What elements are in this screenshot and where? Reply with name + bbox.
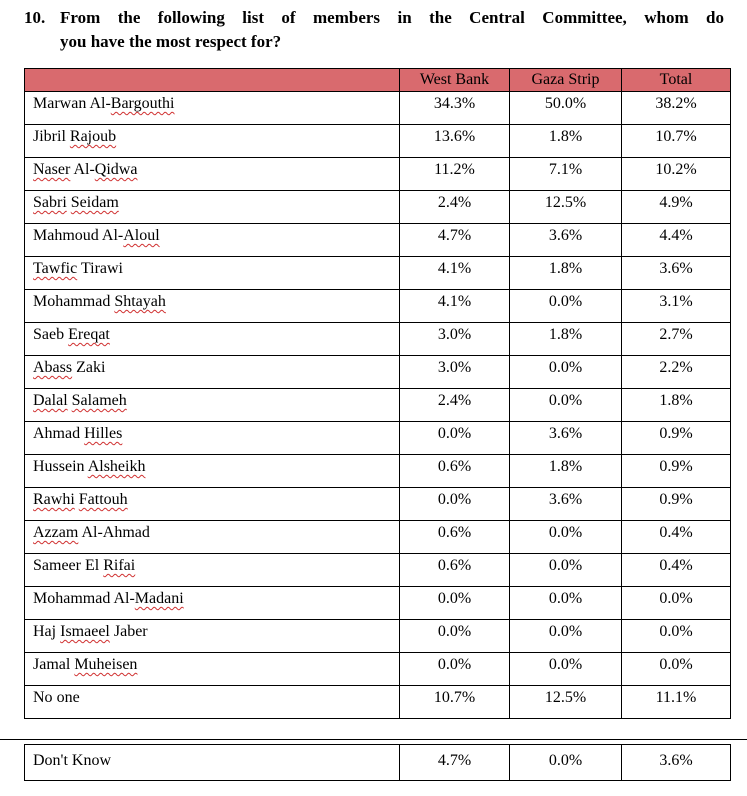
spellcheck-word: Rawhi [33,491,75,508]
question-line-1 [24,6,724,30]
cell-total: 0.9% [622,455,731,488]
row-name: Mahmoud Al-Aloul [25,224,400,257]
row-name: Sameer El Rifai [25,554,400,587]
cell-west-bank: 2.4% [400,389,510,422]
row-name [25,488,400,521]
row-name: Abass Zaki [25,356,400,389]
table-header-row [25,69,731,92]
cell-total: 0.0% [622,587,731,620]
table-row [25,323,731,356]
table-row [25,521,731,554]
cell-total: 1.8% [622,389,731,422]
cell-west-bank: 10.7% [400,686,510,719]
cell-gaza-strip: 50.0% [510,92,622,125]
cell-total: 0.4% [622,554,731,587]
spellcheck-word: Hilles [84,425,123,442]
table-row [25,158,731,191]
table-row [25,587,731,620]
cell-west-bank: 2.4% [400,191,510,224]
cell-west-bank: 4.7% [400,224,510,257]
row-name: Jibril Rajoub [25,125,400,158]
cell-total: 0.9% [622,488,731,521]
cell-gaza-strip: 3.6% [510,224,622,257]
table-row [25,224,731,257]
table-row [25,257,731,290]
table-row [25,125,731,158]
cell-gaza-strip: 0.0% [510,653,622,686]
cell-west-bank: 11.2% [400,158,510,191]
header-blank-cell [25,69,400,92]
spellcheck-word: Bargouthi [110,95,175,112]
spellcheck-word: Rajoub [69,128,117,145]
row-name: Haj Ismaeel Jaber [25,620,400,653]
spellcheck-word: Aloul [123,227,160,244]
question-text-line-2: you have the most respect for? [60,32,282,51]
cell-west-bank: 4.7% [400,745,510,781]
cell-west-bank: 0.6% [400,455,510,488]
cell-west-bank: 3.0% [400,323,510,356]
spellcheck-word: Ereqat [68,326,110,343]
question-text-line-1: From the following list of members in the Central Committee, whom do [60,8,724,27]
cell-total: 11.1% [622,686,731,719]
row-name: Marwan Al-Bargouthi [25,92,400,125]
row-name: Naser Al-Qidwa [25,158,400,191]
spellcheck-word: Qidwa [94,161,138,178]
spellcheck-word: Salameh [71,392,127,409]
row-name: Mohammad Al-Madani [25,587,400,620]
cell-total: 10.2% [622,158,731,191]
header-west-bank: West Bank [400,69,510,92]
spellcheck-word: Shtayah [114,293,166,310]
spellcheck-word: Fattouh [78,491,128,508]
cell-total: 2.2% [622,356,731,389]
row-name: Mohammad Shtayah [25,290,400,323]
cell-west-bank: 0.0% [400,488,510,521]
cell-gaza-strip: 0.0% [510,587,622,620]
cell-gaza-strip: 7.1% [510,158,622,191]
spellcheck-word: Naser [33,161,71,178]
cell-total: 10.7% [622,125,731,158]
table-row [25,653,731,686]
table-row [25,455,731,488]
cell-gaza-strip: 1.8% [510,125,622,158]
question-number: 10. [24,8,46,27]
cell-total: 3.1% [622,290,731,323]
cell-total: 3.6% [622,257,731,290]
cell-total: 0.0% [622,620,731,653]
spellcheck-word: Seidam [70,194,119,211]
cell-west-bank: 0.0% [400,587,510,620]
cell-gaza-strip: 1.8% [510,455,622,488]
table-row [25,422,731,455]
cell-west-bank: 0.0% [400,653,510,686]
cell-total: 0.9% [622,422,731,455]
table-row [25,620,731,653]
results-table-body [25,92,731,719]
spellcheck-word: Dalal [33,392,68,409]
cell-gaza-strip: 0.0% [510,745,622,781]
spellcheck-word: Madani [134,590,184,607]
cell-gaza-strip: 0.0% [510,554,622,587]
dont-know-table [24,744,731,781]
cell-gaza-strip: 3.6% [510,422,622,455]
cell-gaza-strip: 0.0% [510,389,622,422]
header-gaza-strip: Gaza Strip [510,69,622,92]
cell-gaza-strip: 1.8% [510,257,622,290]
table-row [25,191,731,224]
cell-gaza-strip: 0.0% [510,356,622,389]
cell-total: 4.9% [622,191,731,224]
row-name [25,389,400,422]
cell-west-bank: 0.0% [400,422,510,455]
row-name: Ahmad Hilles [25,422,400,455]
row-name: Tawfic Tirawi [25,257,400,290]
table-row [25,488,731,521]
results-table [24,68,731,719]
table-row [25,290,731,323]
cell-total: 3.6% [622,745,731,781]
table-row [25,554,731,587]
table-row [25,92,731,125]
cell-west-bank: 0.6% [400,554,510,587]
question-heading [24,6,724,54]
cell-total: 38.2% [622,92,731,125]
cell-total: 0.4% [622,521,731,554]
spellcheck-word: Alsheikh [87,458,146,475]
cell-total: 0.0% [622,653,731,686]
row-name: Hussein Alsheikh [25,455,400,488]
cell-total: 2.7% [622,323,731,356]
cell-gaza-strip: 12.5% [510,686,622,719]
spellcheck-word: Tawfic [33,260,78,277]
cell-gaza-strip: 0.0% [510,620,622,653]
cell-west-bank: 0.0% [400,620,510,653]
row-name: Don't Know [25,745,400,781]
cell-west-bank: 4.1% [400,257,510,290]
row-name: Saeb Ereqat [25,323,400,356]
spellcheck-word: Rifai [103,557,136,574]
spellcheck-word: Abass [33,359,73,376]
cell-gaza-strip: 12.5% [510,191,622,224]
row-name: No one [25,686,400,719]
cell-west-bank: 3.0% [400,356,510,389]
cell-west-bank: 13.6% [400,125,510,158]
table-row [25,686,731,719]
row-name: Azzam Al-Ahmad [25,521,400,554]
cell-gaza-strip: 3.6% [510,488,622,521]
cell-gaza-strip: 1.8% [510,323,622,356]
header-total: Total [622,69,731,92]
table-row [25,356,731,389]
spellcheck-word: Muheisen [74,656,138,673]
cell-west-bank: 34.3% [400,92,510,125]
cell-west-bank: 0.6% [400,521,510,554]
row-name [25,191,400,224]
spellcheck-word: Ismaeel [60,623,110,640]
spellcheck-word: Azzam [33,524,79,541]
cell-gaza-strip: 0.0% [510,521,622,554]
dont-know-row [25,745,731,781]
row-name: Jamal Muheisen [25,653,400,686]
cell-total: 4.4% [622,224,731,257]
cell-west-bank: 4.1% [400,290,510,323]
cell-gaza-strip: 0.0% [510,290,622,323]
table-row [25,389,731,422]
spellcheck-word: Sabri [33,194,67,211]
section-divider [0,739,747,740]
